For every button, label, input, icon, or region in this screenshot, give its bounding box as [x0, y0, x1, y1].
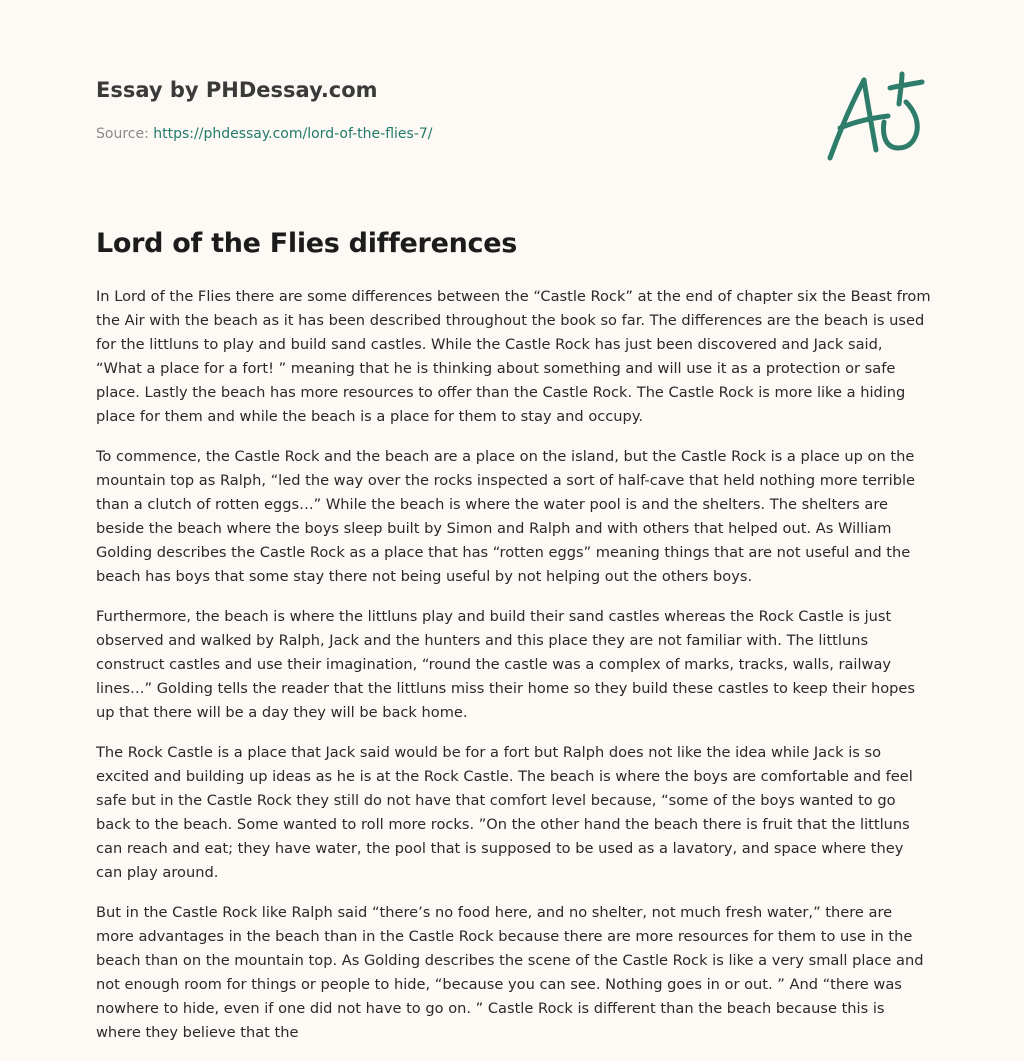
source-line [96, 124, 433, 144]
source-link[interactable]: https://phdessay.com/lord-of-the-flies-7/ [153, 126, 433, 142]
paragraph: Furthermore, the beach is where the littluns play and build their sand castles whereas the Rock Castle is just observed and walked by Ralph, Jack and the hunters and this place they are not familiar with. The littluns construct castles and use their imagination, “round the castle was a complex of marks, tracks, walls, railway lines…” Golding tells the reader that the littluns miss their home so they build these castles to keep their hopes up that there will be a day they will be back home. [96, 608, 916, 721]
page-header [96, 76, 433, 144]
paragraph: To commence, the Castle Rock and the beach are a place on the island, but the Castle Rock is a place up on the mountain top as Ralph, “led the way over the rocks inspected a sort of half-cave that held nothing more terrible than a clutch of rotten eggs…” While the beach is where the water pool is and the shelters. The shelters are beside the beach where the boys sleep built by Simon and Ralph and with others that helped out. As William Golding describes the Castle Rock as a place that has “rotten eggs” meaning things that are not useful and the beach has boys that some stay there not being useful by not helping out the others boys. [96, 448, 916, 585]
source-label: Source: [96, 126, 154, 142]
site-brand: Essay by PHDessay.com [96, 78, 378, 102]
paragraph: In Lord of the Flies there are some differences between the “Castle Rock” at the end of chapter six the Beast from the Air with the beach as it has been described throughout the book so far. The differences are the beach is used for the littluns to play and build sand castles. While the Castle Rock has just been discovered and Jack said, “What a place for a fort! ” meaning that he is thinking about something and will use it as a protection or safe place. Lastly the beach has more resources to offer than the Castle Rock. The Castle Rock is more like a hiding place for them and while the beach is a place for them to stay and occupy. [96, 288, 931, 425]
paragraph: But in the Castle Rock like Ralph said “there’s no food here, and no shelter, not much fresh water,” there are more advantages in the beach than in the Castle Rock because there are more resources for them to use in the beach than on the mountain top. As Golding describes the scene of the Castle Rock is like a very small place and not enough room for things or people to hide, “because you can see. Nothing goes in or out. ” And “there was nowhere to hide, even if one did not have to go on. ” Castle Rock is different than the beach because this is where they believe that the [96, 904, 924, 1041]
article-title: Lord of the Flies differences [96, 228, 517, 259]
paragraph: The Rock Castle is a place that Jack said would be for a fort but Ralph does not like the idea while Jack is so excited and building up ideas as he is at the Rock Castle. The beach is where the boys are comfortable and feel safe but in the Castle Rock they still do not have that comfort level because, “some of the boys wanted to go back to the beach. Some wanted to roll more rocks. ”On the other hand the beach there is fruit that the littluns can reach and eat; they have water, the pool that is supposed to be used as a lavatory, and space where they can play around. [96, 744, 913, 881]
article-body [96, 285, 932, 1061]
a-plus-grade-icon [822, 66, 932, 166]
